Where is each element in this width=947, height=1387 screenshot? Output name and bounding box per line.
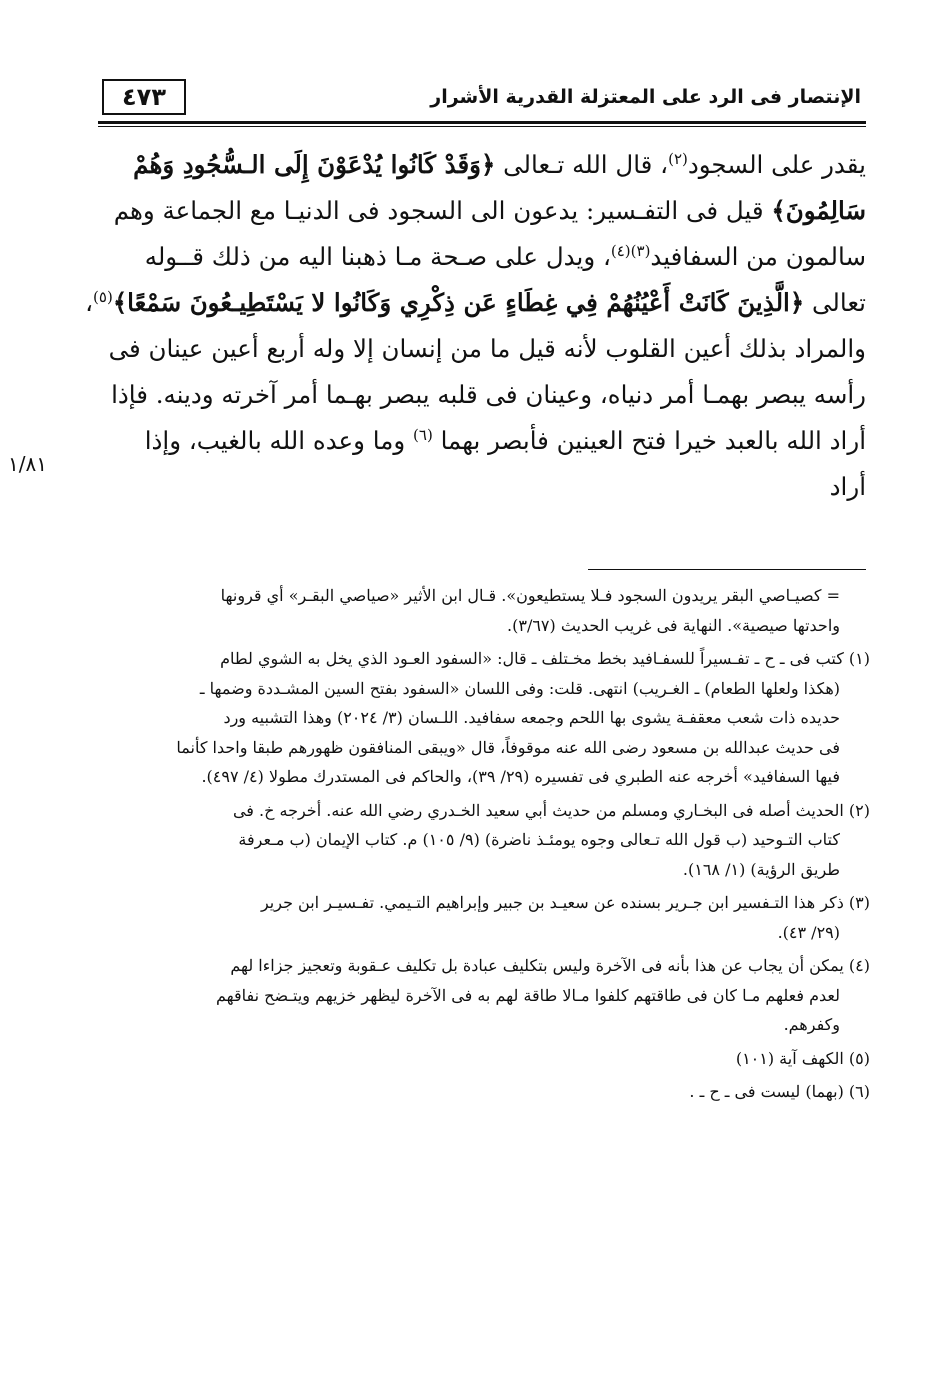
footnote-line: لعدم فعلهم مـا كان فى طاقتهم كلفوا مـالا طاقة لهم به فى الآخرة ليظهر خزيهم ويتـضح نفاقهم — [215, 985, 840, 1005]
footnote-ref: (٣)(٤) — [610, 241, 651, 260]
header-rule-thick — [98, 121, 866, 124]
footnote-line: (هكذا ولعلها الطعام) ـ الغـريب) انتهى. قلت: وفى اللسان «السفود بفتح السين المشـددة وضمها ـ — [199, 678, 840, 698]
header-rule-thin — [98, 126, 866, 127]
footnote-line: (٢٩/ ٤٣). — [777, 922, 840, 942]
footnote-line: حديده ذات شعب معقفـة يشوى بها اللحم وجمعه سفافيد. اللـسان (٣/ ٢٠٢٤) وهذا التشبيه ورد — [223, 708, 840, 727]
footnote-line: (١) كتب فى ـ ح ـ تفـسيراً للسفـافيد بخط مخـتلف ـ قال: «السفود العـود الذي يخل به الشوي لطام — [220, 649, 870, 668]
footnote-separator — [588, 569, 866, 570]
text-run: وما وعده الله بالغيب، وإذا — [144, 426, 414, 455]
text-run: أراد الله بالعبد خيرا فتح العينين فأبصر بهما — [432, 426, 866, 455]
text-run: ، قال الله تـعالى — [495, 150, 669, 179]
quran-verse: ﴿الَّذِينَ كَانَتْ أَعْيُنُهُمْ فِي غِطَاءٍ عَن ذِكْرِي وَكَانُوا لا يَسْتَطِيـعُونَ سَمْعًا﴾ — [112, 288, 805, 317]
footnote-6 — [96, 1077, 870, 1107]
footnote-continuation — [96, 581, 870, 640]
quran-verse: سَالِمُونَ﴾ — [771, 196, 866, 225]
main-line-8: أراد — [829, 472, 866, 501]
footnote-line: (٤) يمكن أن يجاب عن هذا بأنه فى الآخرة وليس بتكليف عبادة بل تكليف عـقوبة وتعجيز جزاءا لهم — [230, 956, 870, 975]
text-run: سالمون من السفافيد — [650, 242, 866, 271]
page-number-text: ٤٧٣ — [122, 83, 166, 111]
main-line-2 — [98, 188, 866, 234]
footnote-line: = كصيـاصي البقر يريدون السجود فـلا يستطيعون». قـال ابن الأثير «صياصي البقـر» أي قرونها — [220, 586, 840, 605]
main-line-7 — [98, 418, 866, 464]
main-line-3 — [98, 234, 866, 280]
footnote-1 — [96, 644, 870, 792]
footnote-line: طريق الرؤية) (١/ ١٦٨). — [682, 859, 840, 879]
footnote-5 — [96, 1044, 870, 1074]
footnote-line: كتاب التـوحيد (ب قول الله تـعالى وجوه يومئـذ ناضرة) (٩/ ١٠٥) م. كتاب الإيمان (ب مـعرفة — [238, 830, 840, 849]
main-line-1 — [98, 142, 866, 188]
footnote-line: (٢) الحديث أصله فى البخـاري ومسلم من حديث أبي سعيد الخـدري رضي الله عنه. أخرجه خ. فى — [232, 800, 870, 820]
text-run: ، — [85, 288, 94, 317]
footnote-ref: (٢) — [668, 149, 688, 168]
running-title: الإنتصار فى الرد على المعتزلة القدرية الأشرار — [430, 86, 861, 108]
footnote-line: (٥) الكهف آية (١٠١) — [735, 1048, 870, 1068]
footnote-ref: (٥) — [93, 287, 113, 306]
footnote-ref: (٦) — [413, 425, 433, 444]
footnote-2 — [96, 796, 870, 885]
footnote-line: فيها السفافيد» أخرجه عنه الطبري فى تفسيره (٢٩/ ٣٩)، والحاكم فى المستدرك مطولا (٤/ ٤٩٧). — [201, 767, 840, 786]
footnote-line: وكفرهم. — [783, 1015, 840, 1034]
footnote-line: فى حديث عبدالله بن مسعود رضى الله عنه موقوفاً، قال «ويبقى المنافقون ظهورهم طبقا واحدا كأنما — [176, 737, 840, 757]
manuscript-folio-marker: ١/٨١ — [8, 452, 47, 476]
footnote-3 — [96, 888, 870, 947]
main-line-6: رأسه يبصر بهمـا أمر دنياه، وعينان فى قلبه يبصر بهـما أمر آخرته ودينه. فإذا — [111, 380, 866, 409]
page-number — [102, 79, 186, 115]
main-line-4 — [85, 280, 866, 326]
text-run: تعالى — [804, 288, 866, 317]
main-line-5: والمراد بذلك أعين القلوب لأنه قيل ما من إنسان إلا وله أربع أعين عينان فى — [108, 334, 866, 363]
text-run: قيل فى التفـسير: يدعون الى السجود فى الدنيـا مع الجماعة وهم — [113, 196, 772, 225]
footnote-line: (٣) ذكر هذا التـفسير ابن جـرير بسنده عن سعيـد بن جبير وإبراهيم التـيمي. تفـسيـر ابن جرير — [260, 893, 870, 912]
text-run: ، ويدل على صـحة مـا ذهبنا اليه من ذلك قــوله — [144, 242, 611, 271]
quran-verse: ﴿وَقَدْ كَانُوا يُدْعَوْنَ إِلَى الـسُّجُودِ وَهُمْ — [133, 150, 496, 179]
main-text-block — [85, 142, 866, 510]
footnote-4 — [96, 951, 870, 1040]
footnote-line: (٦) (بهما) ليست فى ـ ح ـ . — [689, 1082, 870, 1101]
text-run: يقدر على السجود — [687, 150, 866, 179]
footnotes-block — [96, 581, 870, 1111]
footnote-line: واحدتها صيصية». النهاية فى غريب الحديث (٣/٦٧). — [507, 615, 840, 635]
